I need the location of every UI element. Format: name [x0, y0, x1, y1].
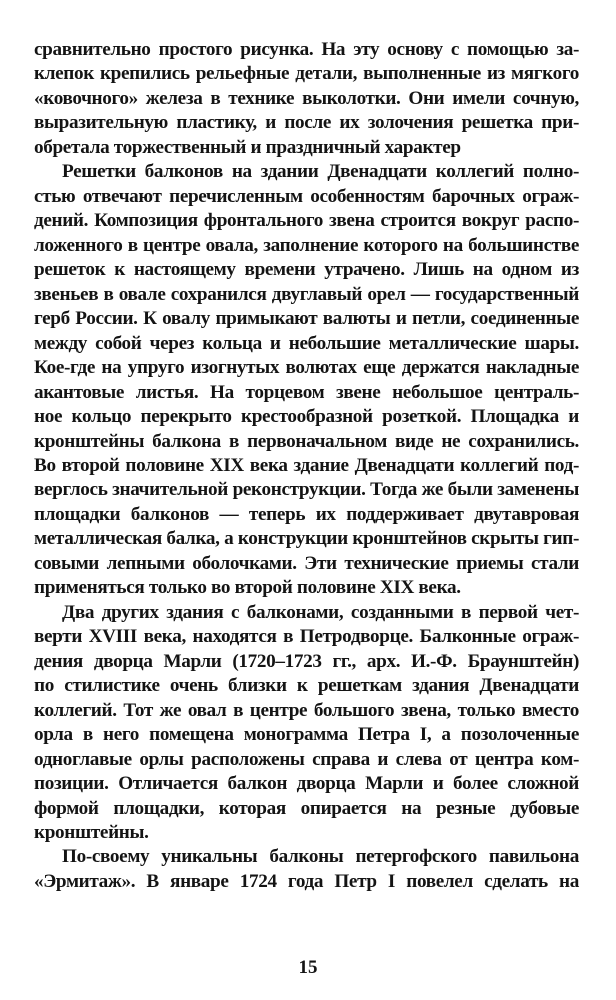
- text-line: выразительную пластику, и после их золочения решетка при-: [34, 112, 579, 134]
- text-line: площадки балконов — теперь их поддерживает двутавровая: [34, 503, 579, 525]
- text-line: ное кольцо перекрыто крестообразной розеткой. Площадка и: [34, 406, 579, 428]
- paragraph: [34, 845, 579, 894]
- text-line: По-своему уникальны балконы петергофского павильона: [62, 846, 579, 868]
- text-line: формой площадки, которая опирается на резные дубовые: [34, 797, 579, 819]
- paragraph: [34, 38, 579, 160]
- text-line: решеток к настоящему времени утрачено. Лишь на одном из: [34, 259, 579, 281]
- text-line: применяться только во второй половине XIX века.: [34, 577, 461, 599]
- text-line: обретала торжественный и праздничный характер: [34, 136, 461, 158]
- text-line: верти XVIII века, находятся в Петродворце. Балконные ограж-: [34, 626, 579, 648]
- text-line: совыми лепными оболочками. Эти технические приемы стали: [34, 552, 579, 574]
- text-line: дений. Композиция фронтального звена строится вокруг распо-: [34, 210, 579, 232]
- text-line: акантовые листья. На торцевом звене небольшое централь-: [34, 381, 579, 403]
- text-line: стью отвечают перечисленным особенностям барочных ограж-: [34, 185, 579, 207]
- text-line: сравнительно простого рисунка. На эту основу с помощью за-: [34, 39, 579, 60]
- text-line: герб России. К овалу примыкают валюты и петли, соединенные: [34, 308, 579, 330]
- text-line: металлическая балка, а конструкции кронштейнов скрыты гип-: [34, 528, 579, 550]
- text-line: по стилистике очень близки к решеткам здания Двенадцати: [34, 675, 579, 697]
- text-line: между собой через кольца и небольшие металлические шары.: [34, 332, 579, 354]
- text-line: «Эрмитаж». В январе 1724 года Петр I повелел сделать на: [34, 870, 579, 892]
- paragraph: [34, 160, 579, 600]
- page-number: 15: [298, 957, 318, 978]
- text-line: кронштейны.: [34, 822, 149, 843]
- text-line: звеньев в овале сохранился двуглавый орел — государственный: [34, 283, 579, 305]
- text-line: дения дворца Марли (1720–1723 гг., арх. И.-Ф. Браунштейн): [34, 650, 579, 672]
- text-line: Два других здания с балконами, созданными в первой чет-: [62, 601, 579, 623]
- text-line: позиции. Отличается балкон дворца Марли и более сложной: [34, 773, 579, 795]
- text-line: коллегий. Тот же овал в центре большого звена, только вместо: [34, 699, 579, 721]
- text-line: одноглавые орлы расположены справа и слева от центра ком-: [34, 748, 579, 770]
- text-line: орла в него помещена монограмма Петра I, а позолоченные: [34, 724, 579, 746]
- text-line: Решетки балконов на здании Двенадцати коллегий полно-: [62, 161, 579, 183]
- text-line: Кое-где на упруго изогнутых волютах еще держатся накладные: [34, 357, 579, 379]
- text-line: Во второй половине XIX века здание Двенадцати коллегий под-: [34, 454, 579, 476]
- text-line: «ковочного» железа в технике выколотки. Они имели сочную,: [34, 87, 579, 109]
- text-line: ложенного в центре овала, заполнение которого на большинстве: [34, 234, 579, 256]
- page-body: [34, 38, 579, 894]
- text-line: кронштейны балкона в первоначальном виде не сохранились.: [34, 430, 579, 452]
- text-line: клепок крепились рельефные детали, выполненные из мягкого: [34, 63, 579, 85]
- paragraph: [34, 601, 579, 846]
- text-line: верглось значительной реконструкции. Тогда же были заменены: [34, 479, 579, 501]
